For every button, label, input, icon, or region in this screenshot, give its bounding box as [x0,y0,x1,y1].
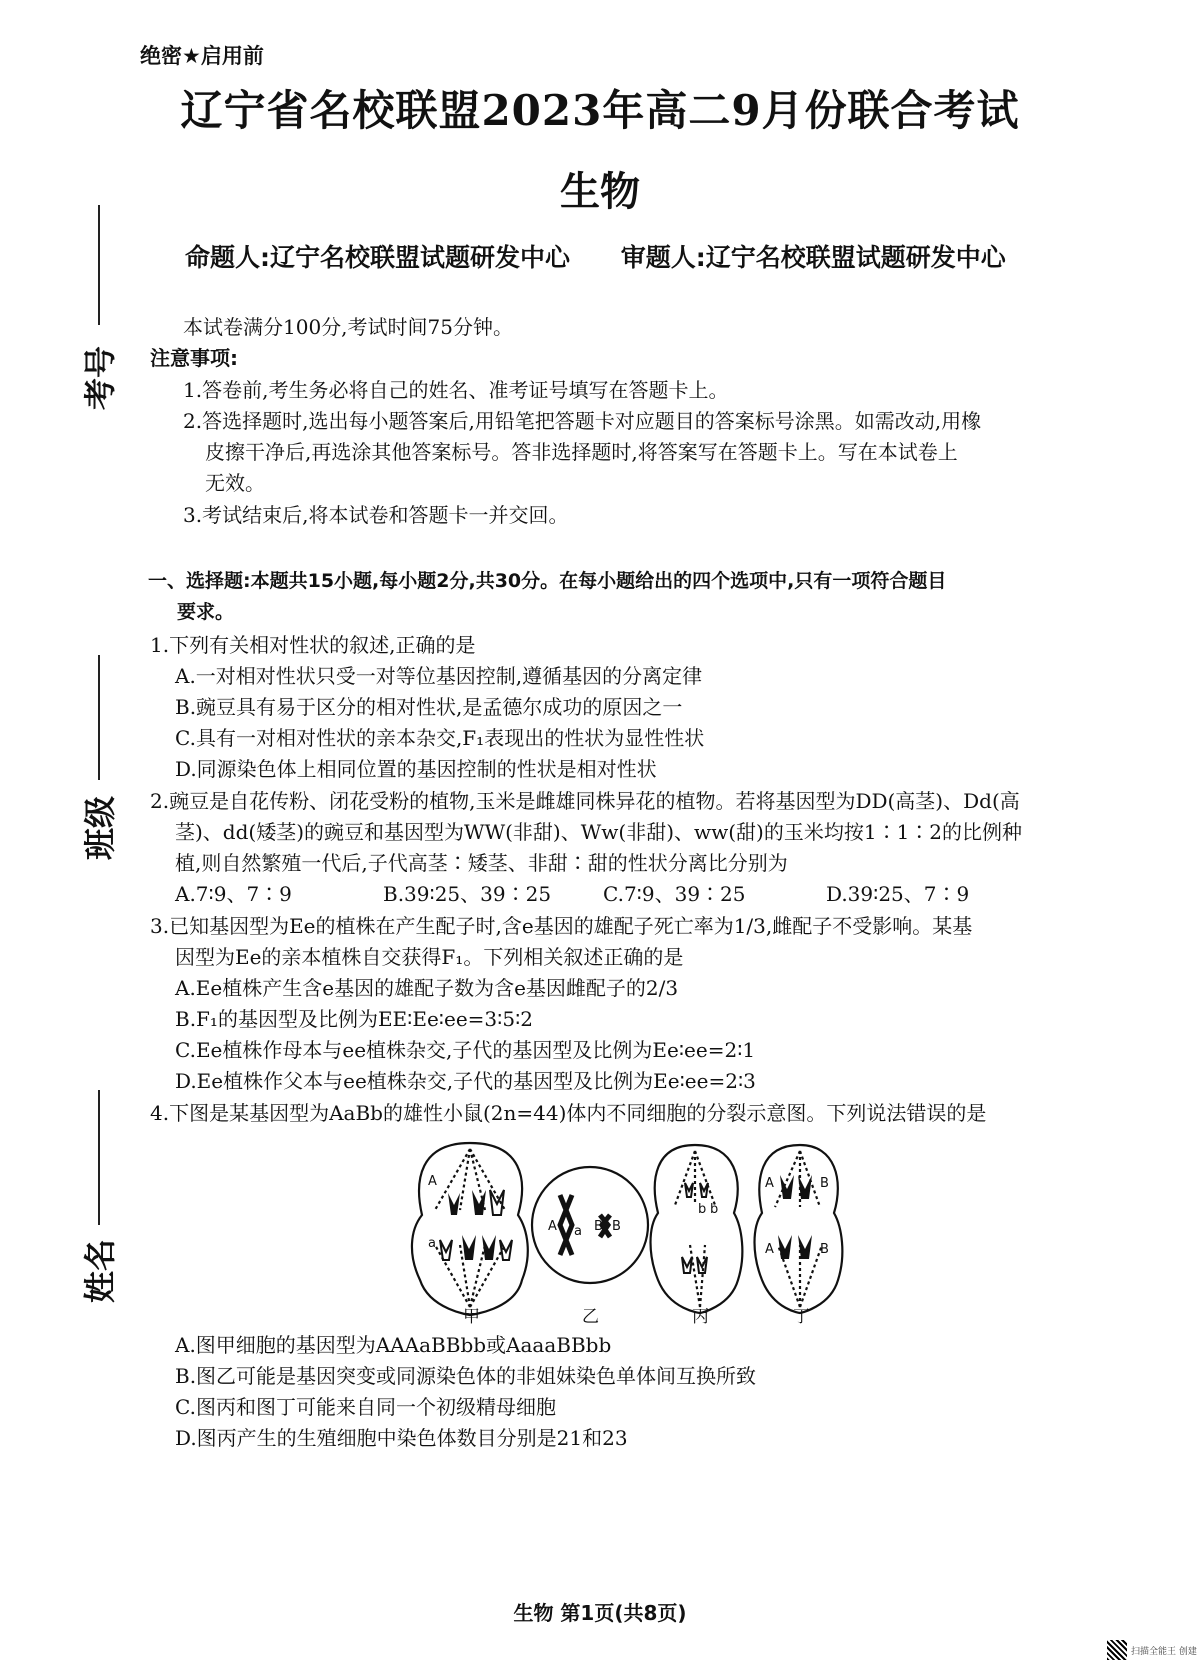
q1-stem: 1.下列有关相对性状的叙述,正确的是 [150,633,476,657]
q2-stem-1: 2.豌豆是自花传粉、闭花受粉的植物,玉米是雌雄同株异花的植物。若将基因型为DD(高茎)、Dd(高 [150,789,1020,813]
subject-title: 生物 [560,169,640,215]
q4-option-b: B.图乙可能是基因突变或同源染色体的非姐妹染色单体间互换所致 [175,1364,757,1388]
exam-no-line [98,205,100,325]
svg-text:B: B [820,1242,829,1257]
svg-text:A: A [765,1242,774,1257]
figure-label-bing: 丙 [692,1307,709,1327]
confidential-mark: 绝密★启用前 [140,44,264,68]
q3-option-b: B.F₁的基因型及比例为EE∶Ee∶ee=3∶5∶2 [175,1007,534,1031]
side-label-exam-no: 考号 [81,346,119,411]
qr-code-icon [1107,1640,1127,1660]
side-label-name: 姓名 [81,1239,119,1304]
q3-option-a: A.Ee植株产生含e基因的雄配子数为含e基因雌配子的2/3 [175,976,679,1000]
q2-option-b: B.39∶25、39∶25 [383,882,552,906]
q4-option-a: A.图甲细胞的基因型为AAAaBBbb或AaaaBBbb [175,1333,612,1357]
svg-text:a: a [574,1224,582,1239]
class-line [98,655,100,780]
scanner-watermark: 扫描全能王 创建 [1131,1647,1197,1657]
q2-option-d: D.39∶25、7∶9 [826,882,970,906]
exam-title: 辽宁省名校联盟2023年高二9月份联合考试 [180,86,1020,135]
svg-text:A: A [428,1174,437,1189]
side-label-class: 班级 [81,796,119,861]
setter-text: 命题人:辽宁名校联盟试题研发中心 [185,243,570,272]
figure-label-jia: 甲 [463,1307,480,1327]
q2-stem-2: 茎)、dd(矮茎)的豌豆和基因型为WW(非甜)、Ww(非甜)、ww(甜)的玉米均按1∶1∶2的比例种 [175,820,1023,844]
svg-text:b: b [710,1202,719,1217]
page-footer: 生物 第1页(共8页) [513,1601,687,1625]
figure-label-ding: 丁 [793,1307,810,1327]
cell-jia-outline [412,1143,528,1315]
notice-2a: 2.答选择题时,选出每小题答案后,用铅笔把答题卡对应题目的答案标号涂黑。如需改动,用橡 [183,409,982,433]
section1-header-line2: 要求。 [177,601,235,623]
q2-option-a: A.7∶9、7∶9 [175,882,292,906]
q3-option-c: C.Ee植株作母本与ee植株杂交,子代的基因型及比例为Ee∶ee=2∶1 [175,1038,756,1062]
q3-option-d: D.Ee植株作父本与ee植株杂交,子代的基因型及比例为Ee∶ee=2∶3 [175,1069,756,1093]
svg-text:B: B [612,1219,621,1234]
notice-3: 3.考试结束后,将本试卷和答题卡一并交回。 [183,503,569,527]
svg-text:B: B [820,1176,829,1191]
svg-text:A: A [765,1176,774,1191]
q4-option-c: C.图丙和图丁可能来自同一个初级精母细胞 [175,1395,556,1419]
figure-label-yi: 乙 [582,1307,599,1327]
score-time-text: 本试卷满分100分,考试时间75分钟。 [183,315,513,339]
notice-2c: 无效。 [205,471,265,495]
svg-text:a: a [428,1236,436,1251]
q3-stem-1: 3.已知基因型为Ee的植株在产生配子时,含e基因的雄配子死亡率为1/3,雌配子不受影响。某基 [150,914,973,938]
svg-text:A: A [548,1219,557,1234]
svg-text:b: b [698,1202,707,1217]
authors-line [185,238,1048,274]
notice-title: 注意事项: [150,346,238,370]
q4-option-d: D.图丙产生的生殖细胞中染色体数目分别是21和23 [175,1426,628,1450]
cell-ding-outline [755,1145,843,1313]
q1-option-b: B.豌豆具有易于区分的相对性状,是孟德尔成功的原因之一 [175,695,683,719]
name-line [98,1090,100,1225]
notice-1: 1.答卷前,考生务必将自己的姓名、准考证号填写在答题卡上。 [183,378,729,402]
q2-stem-3: 植,则自然繁殖一代后,子代高茎∶矮茎、非甜∶甜的性状分离比分别为 [175,851,788,875]
q1-option-c: C.具有一对相对性状的亲本杂交,F₁表现出的性状为显性性状 [175,726,705,750]
notice-2b: 皮擦干净后,再选涂其他答案标号。答非选择题时,将答案写在答题卡上。写在本试卷上 [205,440,958,464]
q1-option-a: A.一对相对性状只受一对等位基因控制,遵循基因的分离定律 [175,664,703,688]
reviewer-text: 审题人:辽宁名校联盟试题研发中心 [620,243,1006,272]
q4-stem: 4.下图是某基因型为AaBb的雄性小鼠(2n=44)体内不同细胞的分裂示意图。下列说法错误的是 [150,1101,987,1125]
section1-header-line1: 一、选择题:本题共15小题,每小题2分,共30分。在每小题给出的四个选项中,只有一项符合题目 [148,570,947,592]
q2-option-c: C.7∶9、39∶25 [603,882,746,906]
svg-text:B: B [594,1219,603,1234]
q3-stem-2: 因型为Ee的亲本植株自交获得F₁。下列相关叙述正确的是 [175,945,684,969]
q1-option-d: D.同源染色体上相同位置的基因控制的性状是相对性状 [175,757,657,781]
